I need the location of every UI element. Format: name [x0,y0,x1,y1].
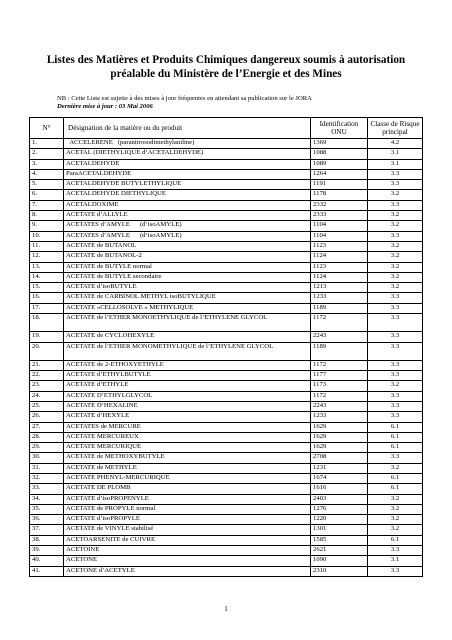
cell-un-identification: 1089 [311,159,368,169]
cell-un-identification: 2333 [311,211,368,221]
cell-risk-class: 3.2 [368,262,423,272]
table-row [30,293,423,303]
cell-number: 34. [30,494,64,504]
cell-risk-class: 3.3 [368,293,423,303]
cell-un-identification: 2243 [311,401,368,411]
cell-number: 14. [30,272,64,282]
cell-risk-class: 3.3 [368,314,423,332]
cell-un-identification: 1189 [311,303,368,313]
cell-designation: ACETATES de MERCURE [64,422,311,432]
table-row [30,422,423,432]
cell-designation: ACETALDEHYDE DIETHYLIQUE [64,190,311,200]
cell-un-identification: 1172 [311,314,368,332]
cell-risk-class: 3.2 [368,463,423,473]
cell-un-identification: 1629 [311,422,368,432]
cell-designation: ACETATE de l’ETHER MONOMETHYLIQUE de l’ETHYLENE GLYCOL [64,342,311,360]
cell-designation: ACETOARSENITE de CUIVRE [64,535,311,545]
cell-risk-class: 6.1 [368,443,423,453]
cell-un-identification: 2403 [311,494,368,504]
cell-risk-class: 3.3 [368,180,423,190]
table-row [30,371,423,381]
last-update-date: Dernière mise à jour : 03 Mai 2006 [57,103,153,110]
cell-number: 39. [30,546,64,556]
table-row [30,180,423,190]
cell-un-identification: 2708 [311,453,368,463]
cell-risk-class: 3.2 [368,221,423,231]
cell-designation: ACETATES d’AMYLE (d’isoAMYLE) [64,221,311,231]
cell-number: 29. [30,443,64,453]
cell-un-identification: 1088 [311,149,368,159]
cell-designation: ACETATE de BUTANOL [64,241,311,251]
cell-number: 32. [30,473,64,483]
table-row [30,443,423,453]
cell-number: 24. [30,391,64,401]
cell-designation: ACETONE d’ACETYLE [64,566,311,576]
cell-designation: ACETATE D’ETHYLGLYCOL [64,391,311,401]
cell-designation: ACETATE d’ALLYLE [64,211,311,221]
cell-risk-class: 3.3 [368,303,423,313]
cell-un-identification: 1585 [311,535,368,545]
cell-designation: ACETATE d’isoPROPYLE [64,515,311,525]
table-row [30,453,423,463]
cell-un-identification: 1233 [311,412,368,422]
cell-un-identification: 1213 [311,283,368,293]
table-row [30,241,423,251]
cell-number: 11. [30,241,64,251]
cell-number: 33. [30,484,64,494]
cell-number: 2. [30,149,64,159]
cell-designation: ACETATE PHENYL-MERCURIQUE [64,473,311,483]
cell-risk-class: 6.1 [368,422,423,432]
table-row [30,391,423,401]
table-row [30,283,423,293]
table-row [30,303,423,313]
table-row [30,381,423,391]
cell-designation: ACETALDOXIME [64,200,311,210]
table-row [30,221,423,231]
cell-risk-class: 3.3 [368,332,423,342]
table-row [30,149,423,159]
cell-un-identification: 1220 [311,515,368,525]
cell-un-identification: 1173 [311,381,368,391]
table-row [30,494,423,504]
cell-number: 28. [30,432,64,442]
cell-risk-class: 3.2 [368,504,423,514]
document-title [40,53,412,81]
cell-number: 19. [30,332,64,342]
cell-risk-class: 3.2 [368,525,423,535]
cell-designation: ACETATE MERCURIQUE [64,443,311,453]
cell-risk-class: 3.2 [368,381,423,391]
header-risk-class: Classe de Risque principal [368,118,423,139]
cell-number: 8. [30,211,64,221]
cell-designation: ACETONE [64,556,311,566]
table-row [30,412,423,422]
cell-risk-class: 3.2 [368,241,423,251]
cell-number: 21. [30,360,64,370]
cell-designation: ParaACETALDEHYDE [64,169,311,179]
cell-number: 23. [30,381,64,391]
cell-designation: ACETATE de CYCLOHEXYLE [64,332,311,342]
table-row [30,535,423,545]
table-row [30,515,423,525]
table-row [30,169,423,179]
cell-number: 40. [30,556,64,566]
cell-designation: ACETATE de PROPYLE normal [64,504,311,514]
cell-number: 16. [30,293,64,303]
table-row [30,190,423,200]
table-row [30,231,423,241]
cell-number: 30. [30,453,64,463]
page-number: 1 [224,605,228,613]
cell-risk-class: 3.3 [368,360,423,370]
cell-un-identification: 2310 [311,566,368,576]
cell-risk-class: 3.3 [368,391,423,401]
cell-designation: ACETATE d’HEXYLE [64,412,311,422]
cell-risk-class: 3.2 [368,515,423,525]
cell-un-identification: 1369 [311,139,368,149]
cell-designation: ACETATE DE PLOMB [64,484,311,494]
table-row [30,252,423,262]
cell-number: 27. [30,422,64,432]
cell-designation: ACETALDEHYDE [64,159,311,169]
cell-number: 37. [30,525,64,535]
cell-number: 18. [30,314,64,332]
cell-risk-class: 3.3 [368,231,423,241]
cell-number: 38. [30,535,64,545]
cell-designation: ACETATE de METHOXYBUTYLE [64,453,311,463]
cell-risk-class: 3.1 [368,149,423,159]
cell-number: 13. [30,262,64,272]
header-un-identification: Identification ONU [311,118,368,139]
cell-risk-class: 6.1 [368,432,423,442]
cell-designation: ACETATE de CARBINOL METHYL isoBUTYLIQUE [64,293,311,303]
cell-risk-class: 3.3 [368,371,423,381]
cell-un-identification: 1233 [311,293,368,303]
table-row [30,432,423,442]
cell-number: 12. [30,252,64,262]
cell-designation: ACETATE de BUTYLE normal [64,262,311,272]
table-row [30,272,423,282]
cell-number: 9. [30,221,64,231]
cell-risk-class: 3.2 [368,272,423,282]
cell-designation: ACETATES d’AMYLE (d’isoAMYLE) [64,231,311,241]
cell-designation: ACCELERENE (paranitrosodimethylaniline) [64,139,311,149]
cell-designation: ACETATE d’ETHYLE [64,381,311,391]
table-row [30,566,423,576]
cell-un-identification: 1124 [311,252,368,262]
table-row [30,332,423,342]
cell-un-identification: 1172 [311,360,368,370]
cell-risk-class: 3.2 [368,494,423,504]
cell-risk-class: 6.1 [368,535,423,545]
cell-number: 10. [30,231,64,241]
cell-risk-class: 6.1 [368,473,423,483]
cell-designation: ACETATE d’ETHYLBUTYLE [64,371,311,381]
cell-number: 25. [30,401,64,411]
table-row [30,200,423,210]
cell-number: 22. [30,371,64,381]
cell-un-identification: 1674 [311,473,368,483]
chemicals-table [29,117,423,577]
cell-un-identification: 1301 [311,525,368,535]
cell-designation: ACETATE MERCUREUX [64,432,311,442]
cell-un-identification: 1104 [311,231,368,241]
cell-number: 36. [30,515,64,525]
cell-designation: ACETALDEHYDE BUTYLETHYLIQUE [64,180,311,190]
table-body [30,139,423,577]
table-header-row [30,118,423,139]
cell-un-identification: 1123 [311,262,368,272]
table-row [30,401,423,411]
cell-risk-class: 3.3 [368,546,423,556]
cell-designation: ACETATE de 2-ETHOXYETHYLE [64,360,311,370]
cell-un-identification: 1276 [311,504,368,514]
title-line-2: préalable du Ministère de l’Energie et des Mines [110,68,342,80]
cell-un-identification: 1629 [311,443,368,453]
cell-number: 3. [30,159,64,169]
update-note: NB : Cette Liste est sujette à des mises à jour fréquentes en attendant sa publication sur le JORA [57,95,312,102]
title-line-1: Listes des Matières et Produits Chimiques dangereux soumis à autorisation [46,54,406,66]
table-row [30,262,423,272]
cell-number: 31. [30,463,64,473]
table-row [30,463,423,473]
table-row [30,314,423,332]
cell-designation: ACETATE de BUTANOL-2 [64,252,311,262]
cell-risk-class: 4.2 [368,139,423,149]
cell-risk-class: 3.1 [368,556,423,566]
cell-designation: ACETATE d’isoPROPENYLE [64,494,311,504]
cell-un-identification: 1172 [311,391,368,401]
cell-designation: ACETAL (DIETHYLIQUE d’ACETALDEHYDE) [64,149,311,159]
cell-number: 26. [30,412,64,422]
table-row [30,525,423,535]
cell-un-identification: 1178 [311,190,368,200]
table-row [30,360,423,370]
cell-designation: ACETATE de METHYLE [64,463,311,473]
cell-number: 4. [30,169,64,179]
cell-number: 15. [30,283,64,293]
cell-risk-class: 3.2 [368,190,423,200]
cell-designation: ACETATE de VINYLE stabilisé [64,525,311,535]
cell-un-identification: 1123 [311,241,368,251]
cell-risk-class: 3.1 [368,159,423,169]
cell-number: 35. [30,504,64,514]
cell-number: 41. [30,566,64,576]
cell-un-identification: 1124 [311,272,368,282]
table-row [30,473,423,483]
cell-risk-class: 6.1 [368,484,423,494]
cell-designation: ACETOINE [64,546,311,556]
cell-un-identification: 1629 [311,432,368,442]
cell-risk-class: 3.2 [368,283,423,293]
header-number: N° [30,118,64,139]
cell-number: 1. [30,139,64,149]
cell-un-identification: 1264 [311,169,368,179]
cell-risk-class: 3.3 [368,453,423,463]
cell-risk-class: 3.3 [368,200,423,210]
cell-risk-class: 3.3 [368,412,423,422]
cell-number: 6. [30,190,64,200]
cell-un-identification: 1231 [311,463,368,473]
cell-number: 20. [30,342,64,360]
cell-risk-class: 3.3 [368,401,423,411]
table-row [30,504,423,514]
cell-un-identification: 1189 [311,342,368,360]
cell-risk-class: 3.2 [368,252,423,262]
cell-risk-class: 3.3 [368,169,423,179]
table-row [30,556,423,566]
cell-designation: ACETATE D’HEXALINE [64,401,311,411]
cell-un-identification: 2621 [311,546,368,556]
cell-un-identification: 1104 [311,221,368,231]
cell-designation: ACETATE de l’ETHER MONOETHYLIQUE de l’ETHYLENE GLYCOL [64,314,311,332]
cell-number: 5. [30,180,64,190]
table-row [30,342,423,360]
table-row [30,159,423,169]
cell-un-identification: 2243 [311,332,368,342]
cell-designation: ACETATE «CELLOSOLVE » METHYLIQUE [64,303,311,313]
header-designation: Désignation de la matière ou du produit [64,118,311,139]
cell-un-identification: 1191 [311,180,368,190]
table-row [30,484,423,494]
cell-un-identification: 1090 [311,556,368,566]
table-row [30,211,423,221]
cell-risk-class: 3.3 [368,342,423,360]
cell-un-identification: 1616 [311,484,368,494]
cell-risk-class: 3.2 [368,211,423,221]
cell-un-identification: 2332 [311,200,368,210]
cell-designation: ACETATE de BUTYLE secondaire [64,272,311,282]
table-row [30,546,423,556]
table-row [30,139,423,149]
cell-number: 17. [30,303,64,313]
cell-un-identification: 1177 [311,371,368,381]
cell-number: 7. [30,200,64,210]
cell-risk-class: 3.3 [368,566,423,576]
cell-designation: ACETATE d’isoBUTYLE [64,283,311,293]
